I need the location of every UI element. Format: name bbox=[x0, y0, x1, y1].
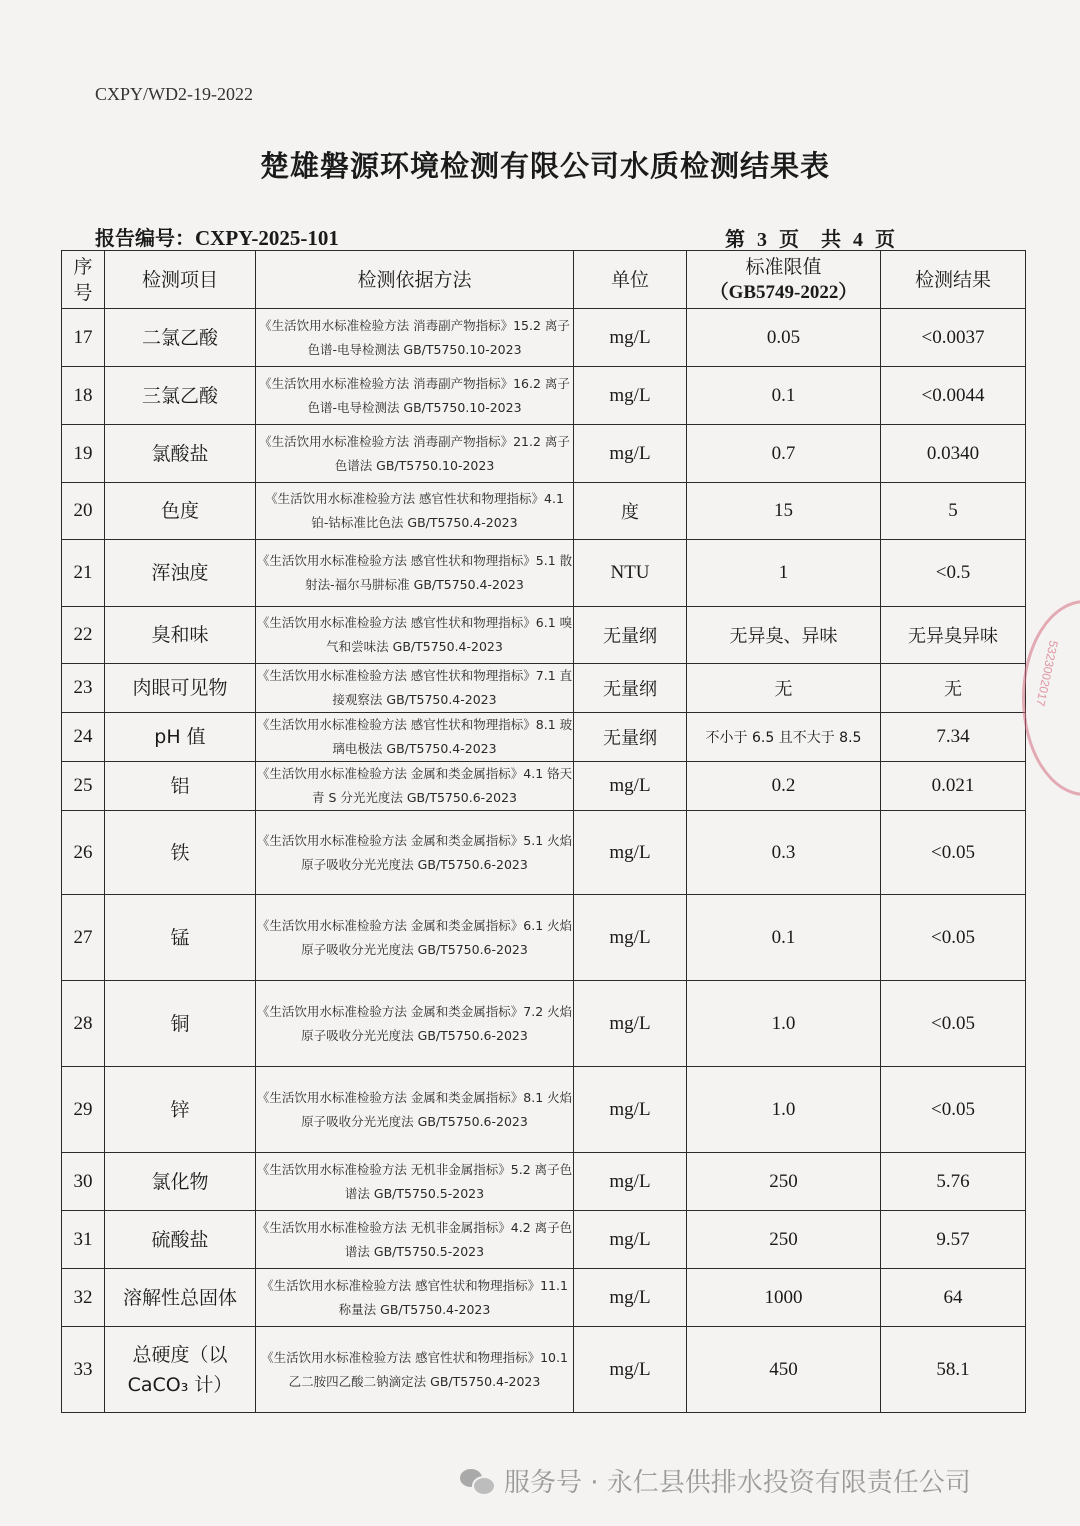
company-seal bbox=[1022, 600, 1080, 796]
cell-seq: 28 bbox=[62, 981, 105, 1067]
cell-item: 锰 bbox=[105, 895, 256, 981]
cell-limit: 250 bbox=[687, 1153, 881, 1211]
cell-seq: 32 bbox=[62, 1269, 105, 1327]
cell-limit: 0.7 bbox=[687, 425, 881, 483]
cell-item: 锌 bbox=[105, 1067, 256, 1153]
page-current: 3 bbox=[757, 229, 767, 251]
cell-item: 三氯乙酸 bbox=[105, 367, 256, 425]
cell-unit: mg/L bbox=[574, 811, 687, 895]
cell-method: 《生活饮用水标准检验方法 消毒副产物指标》16.2 离子色谱-电导检测法 GB/T5750.10-2023 bbox=[256, 367, 574, 425]
cell-unit: 度 bbox=[574, 483, 687, 540]
cell-limit: 250 bbox=[687, 1211, 881, 1269]
results-table bbox=[61, 250, 1026, 1413]
cell-seq: 30 bbox=[62, 1153, 105, 1211]
table-row bbox=[62, 713, 1026, 762]
cell-method: 《生活饮用水标准检验方法 金属和类金属指标》8.1 火焰原子吸收分光光度法 GB/T5750.6-2023 bbox=[256, 1067, 574, 1153]
cell-item: pH 值 bbox=[105, 713, 256, 762]
cell-result: <0.05 bbox=[881, 981, 1026, 1067]
cell-seq: 20 bbox=[62, 483, 105, 540]
seal-number: 5323002017 bbox=[1033, 639, 1061, 708]
cell-method: 《生活饮用水标准检验方法 无机非金属指标》5.2 离子色谱法 GB/T5750.5-2023 bbox=[256, 1153, 574, 1211]
cell-result: 9.57 bbox=[881, 1211, 1026, 1269]
cell-seq: 22 bbox=[62, 607, 105, 664]
page-di: 第 bbox=[725, 227, 745, 251]
cell-limit: 0.05 bbox=[687, 309, 881, 367]
wechat-icon bbox=[460, 1467, 494, 1495]
cell-result: 无 bbox=[881, 664, 1026, 713]
watermark-text: 服务号 · 永仁县供排水投资有限责任公司 bbox=[504, 1468, 971, 1498]
report-number-value: CXPY-2025-101 bbox=[195, 226, 339, 250]
cell-result: <0.0044 bbox=[881, 367, 1026, 425]
cell-method: 《生活饮用水标准检验方法 感官性状和物理指标》5.1 散射法-福尔马肼标准 GB/T5750.4-2023 bbox=[256, 540, 574, 607]
cell-limit: 无异臭、异味 bbox=[687, 607, 881, 664]
header-result: 检测结果 bbox=[881, 251, 1026, 309]
cell-result: <0.5 bbox=[881, 540, 1026, 607]
cell-limit: 15 bbox=[687, 483, 881, 540]
page-title: 楚雄磐源环境检测有限公司水质检测结果表 bbox=[259, 149, 830, 183]
document-code: CXPY/WD2-19-2022 bbox=[95, 84, 253, 104]
table-row bbox=[62, 981, 1026, 1067]
cell-limit: 0.1 bbox=[687, 367, 881, 425]
cell-seq: 17 bbox=[62, 309, 105, 367]
header-seq: 序号 bbox=[62, 251, 105, 309]
cell-method: 《生活饮用水标准检验方法 金属和类金属指标》7.2 火焰原子吸收分光光度法 GB/T5750.6-2023 bbox=[256, 981, 574, 1067]
header-limit-line1: 标准限值 bbox=[745, 255, 822, 278]
cell-item: 氯酸盐 bbox=[105, 425, 256, 483]
cell-result: 7.34 bbox=[881, 713, 1026, 762]
cell-result: 0.0340 bbox=[881, 425, 1026, 483]
cell-limit: 1 bbox=[687, 540, 881, 607]
cell-result: 5.76 bbox=[881, 1153, 1026, 1211]
cell-method: 《生活饮用水标准检验方法 感官性状和物理指标》8.1 玻璃电极法 GB/T5750.4-2023 bbox=[256, 713, 574, 762]
cell-method: 《生活饮用水标准检验方法 金属和类金属指标》4.1 铬天青 S 分光光度法 GB/T5750.6-2023 bbox=[256, 762, 574, 811]
cell-unit: mg/L bbox=[574, 1211, 687, 1269]
table-row bbox=[62, 483, 1026, 540]
table-row bbox=[62, 309, 1026, 367]
cell-unit: mg/L bbox=[574, 1269, 687, 1327]
cell-item: 硫酸盐 bbox=[105, 1211, 256, 1269]
table-row bbox=[62, 1153, 1026, 1211]
cell-result: 5 bbox=[881, 483, 1026, 540]
cell-method: 《生活饮用水标准检验方法 感官性状和物理指标》6.1 嗅气和尝味法 GB/T5750.4-2023 bbox=[256, 607, 574, 664]
cell-result: <0.05 bbox=[881, 1067, 1026, 1153]
cell-seq: 26 bbox=[62, 811, 105, 895]
cell-method: 《生活饮用水标准检验方法 消毒副产物指标》15.2 离子色谱-电导检测法 GB/T5750.10-2023 bbox=[256, 309, 574, 367]
cell-unit: 无量纲 bbox=[574, 607, 687, 664]
table-row bbox=[62, 1269, 1026, 1327]
header-method: 检测依据方法 bbox=[256, 251, 574, 309]
page-ye2: 页 bbox=[875, 227, 895, 251]
table-row bbox=[62, 811, 1026, 895]
cell-seq: 23 bbox=[62, 664, 105, 713]
table-row bbox=[62, 367, 1026, 425]
cell-unit: NTU bbox=[574, 540, 687, 607]
table-row bbox=[62, 607, 1026, 664]
table-row bbox=[62, 425, 1026, 483]
watermark bbox=[460, 1462, 971, 1499]
cell-limit: 1.0 bbox=[687, 981, 881, 1067]
cell-method: 《生活饮用水标准检验方法 无机非金属指标》4.2 离子色谱法 GB/T5750.5-2023 bbox=[256, 1211, 574, 1269]
header-limit bbox=[687, 251, 881, 309]
cell-unit: 无量纲 bbox=[574, 664, 687, 713]
cell-method: 《生活饮用水标准检验方法 消毒副产物指标》21.2 离子色谱法 GB/T5750.10-2023 bbox=[256, 425, 574, 483]
table-row bbox=[62, 1211, 1026, 1269]
header-unit: 单位 bbox=[574, 251, 687, 309]
cell-unit: mg/L bbox=[574, 367, 687, 425]
cell-result: <0.0037 bbox=[881, 309, 1026, 367]
cell-seq: 18 bbox=[62, 367, 105, 425]
report-number bbox=[95, 222, 339, 251]
cell-unit: 无量纲 bbox=[574, 713, 687, 762]
cell-limit: 不小于 6.5 且不大于 8.5 bbox=[687, 713, 881, 762]
cell-unit: mg/L bbox=[574, 981, 687, 1067]
table-row bbox=[62, 1327, 1026, 1413]
cell-seq: 31 bbox=[62, 1211, 105, 1269]
cell-item: 总硬度（以 CaCO₃ 计） bbox=[105, 1327, 256, 1413]
cell-method: 《生活饮用水标准检验方法 感官性状和物理指标》11.1 称量法 GB/T5750.4-2023 bbox=[256, 1269, 574, 1327]
cell-item: 铁 bbox=[105, 811, 256, 895]
cell-seq: 29 bbox=[62, 1067, 105, 1153]
cell-limit: 450 bbox=[687, 1327, 881, 1413]
cell-unit: mg/L bbox=[574, 762, 687, 811]
cell-item: 二氯乙酸 bbox=[105, 309, 256, 367]
table-row bbox=[62, 664, 1026, 713]
cell-method: 《生活饮用水标准检验方法 金属和类金属指标》6.1 火焰原子吸收分光光度法 GB/T5750.6-2023 bbox=[256, 895, 574, 981]
cell-method: 《生活饮用水标准检验方法 感官性状和物理指标》7.1 直接观察法 GB/T5750.4-2023 bbox=[256, 664, 574, 713]
cell-unit: mg/L bbox=[574, 895, 687, 981]
cell-seq: 25 bbox=[62, 762, 105, 811]
cell-item: 浑浊度 bbox=[105, 540, 256, 607]
cell-limit: 无 bbox=[687, 664, 881, 713]
table-row bbox=[62, 540, 1026, 607]
cell-item: 溶解性总固体 bbox=[105, 1269, 256, 1327]
cell-unit: mg/L bbox=[574, 309, 687, 367]
cell-item: 铜 bbox=[105, 981, 256, 1067]
cell-limit: 1000 bbox=[687, 1269, 881, 1327]
cell-unit: mg/L bbox=[574, 1067, 687, 1153]
cell-unit: mg/L bbox=[574, 425, 687, 483]
cell-item: 色度 bbox=[105, 483, 256, 540]
cell-item: 氯化物 bbox=[105, 1153, 256, 1211]
cell-limit: 1.0 bbox=[687, 1067, 881, 1153]
page-ye1: 页 bbox=[779, 227, 799, 251]
page-indicator bbox=[725, 223, 895, 252]
cell-item: 铝 bbox=[105, 762, 256, 811]
page-total: 4 bbox=[853, 229, 863, 251]
table-row bbox=[62, 1067, 1026, 1153]
cell-result: 58.1 bbox=[881, 1327, 1026, 1413]
report-number-label: 报告编号： bbox=[95, 226, 195, 250]
page-gong: 共 bbox=[821, 227, 841, 251]
cell-result: 0.021 bbox=[881, 762, 1026, 811]
cell-seq: 19 bbox=[62, 425, 105, 483]
cell-result: 无异臭异味 bbox=[881, 607, 1026, 664]
cell-method: 《生活饮用水标准检验方法 金属和类金属指标》5.1 火焰原子吸收分光光度法 GB/T5750.6-2023 bbox=[256, 811, 574, 895]
cell-limit: 0.3 bbox=[687, 811, 881, 895]
header-limit-line2: （GB5749-2022） bbox=[709, 281, 858, 303]
cell-item: 臭和味 bbox=[105, 607, 256, 664]
cell-limit: 0.2 bbox=[687, 762, 881, 811]
cell-unit: mg/L bbox=[574, 1327, 687, 1413]
table-row bbox=[62, 762, 1026, 811]
cell-result: 64 bbox=[881, 1269, 1026, 1327]
table-row bbox=[62, 895, 1026, 981]
cell-result: <0.05 bbox=[881, 895, 1026, 981]
cell-limit: 0.1 bbox=[687, 895, 881, 981]
cell-seq: 27 bbox=[62, 895, 105, 981]
cell-item: 肉眼可见物 bbox=[105, 664, 256, 713]
cell-method: 《生活饮用水标准检验方法 感官性状和物理指标》4.1 铂-钴标准比色法 GB/T5750.4-2023 bbox=[256, 483, 574, 540]
cell-seq: 24 bbox=[62, 713, 105, 762]
cell-method: 《生活饮用水标准检验方法 感官性状和物理指标》10.1 乙二胺四乙酸二钠滴定法 GB/T5750.4-2023 bbox=[256, 1327, 574, 1413]
cell-seq: 21 bbox=[62, 540, 105, 607]
table-header-row bbox=[62, 251, 1026, 309]
cell-result: <0.05 bbox=[881, 811, 1026, 895]
cell-seq: 33 bbox=[62, 1327, 105, 1413]
header-item: 检测项目 bbox=[105, 251, 256, 309]
cell-unit: mg/L bbox=[574, 1153, 687, 1211]
